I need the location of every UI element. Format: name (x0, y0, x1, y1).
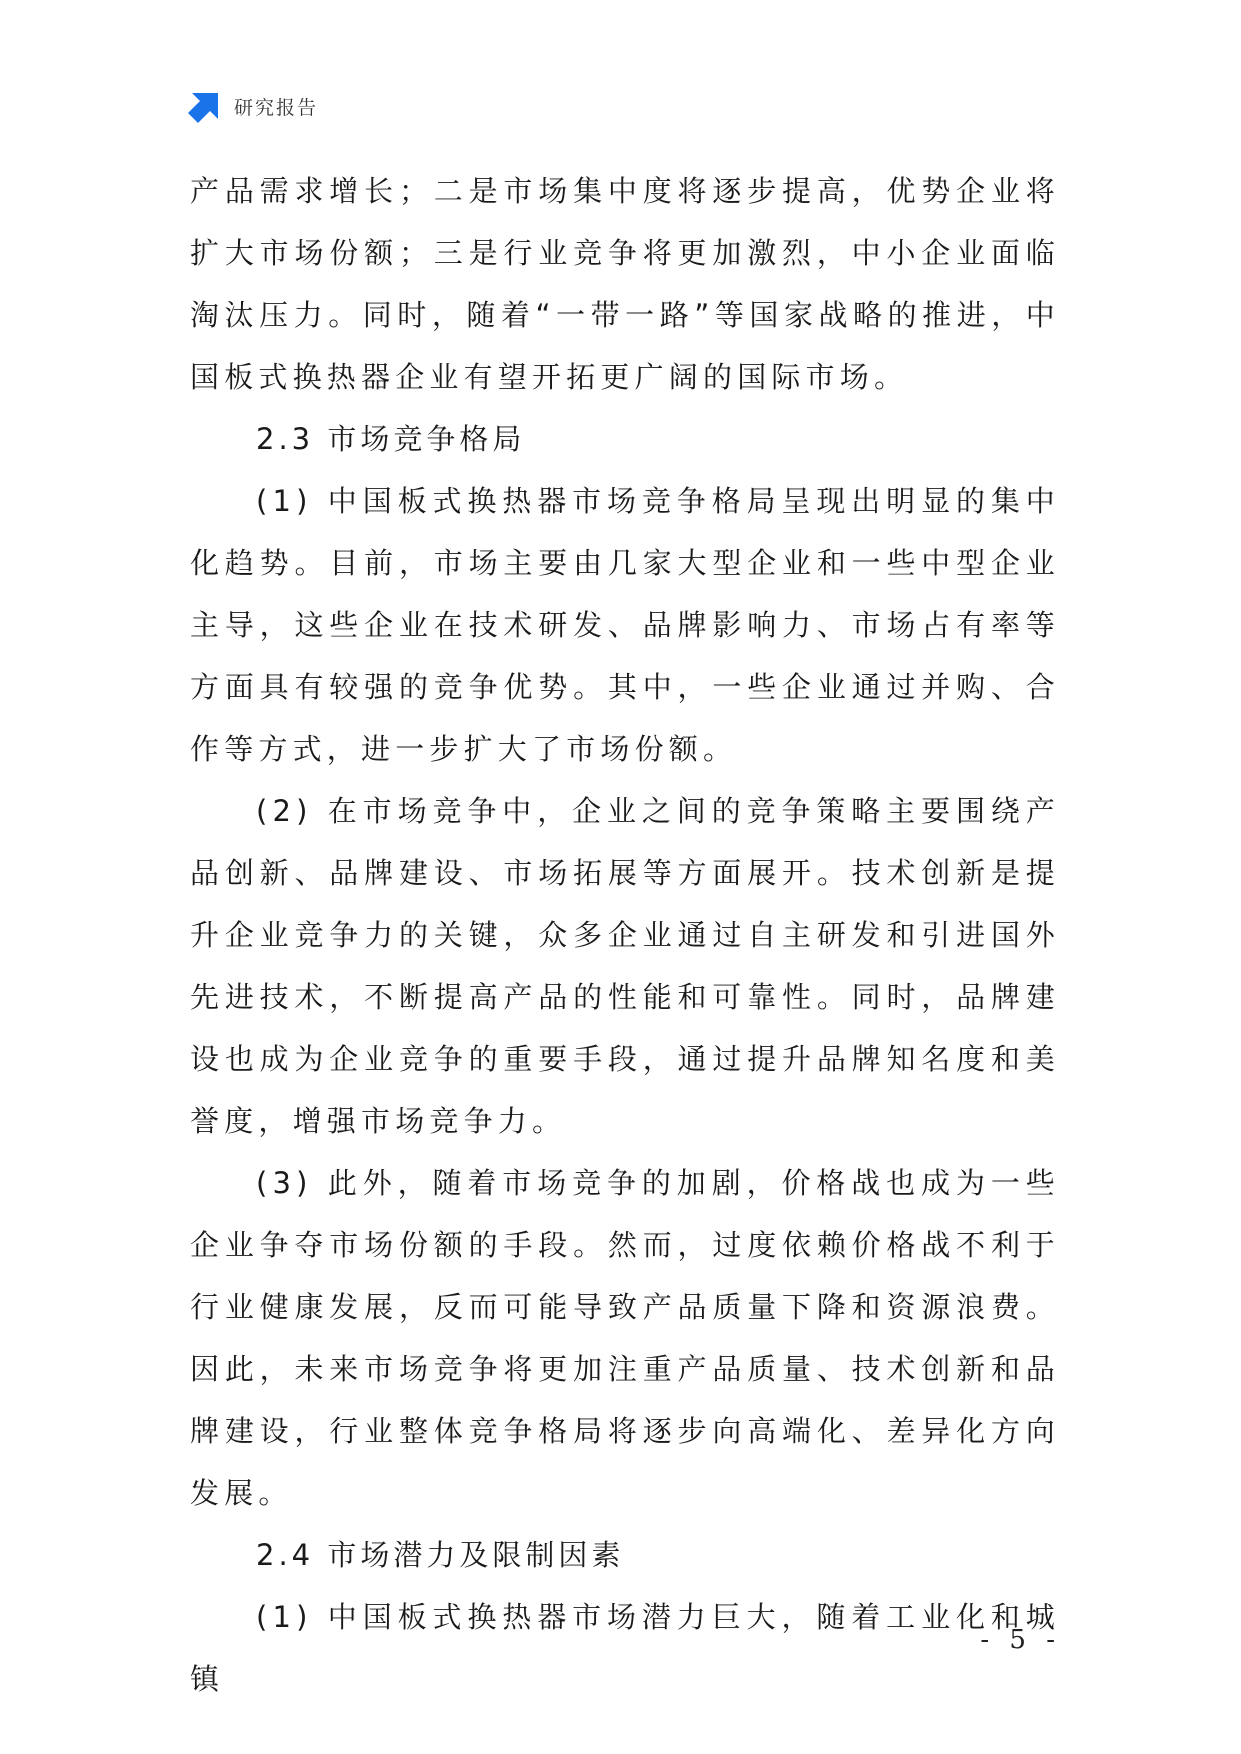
paragraph-item-1: (1) 中国板式换热器市场竞争格局呈现出明显的集中化趋势。目前，市场主要由几家大型企业和一些中型企业主导，这些企业在技术研发、品牌影响力、市场占有率等方面具有较强的竞争优势。其中，一些企业通过并购、合作等方式，进一步扩大了市场份额。 (190, 484, 1060, 766)
paragraph-item-2-4-1: (1) 中国板式换热器市场潜力巨大，随着工业化和城镇 (190, 1600, 1060, 1696)
section-heading-2-4: 2.4 市场潜力及限制因素 (256, 1538, 625, 1572)
page-number: - 5 - (980, 1625, 1061, 1655)
paragraph-continuation: 产品需求增长；二是市场集中度将逐步提高，优势企业将扩大市场份额；三是行业竞争将更加激烈，中小企业面临淘汰压力。同时，随着“一带一路”等国家战略的推进，中国板式换热器企业有望开拓更广阔的国际市场。 (190, 174, 1060, 394)
section-heading-2-3: 2.3 市场竞争格局 (256, 422, 526, 456)
arrow-up-right-icon (188, 89, 222, 123)
report-header (188, 88, 318, 124)
paragraph-item-3: (3) 此外，随着市场竞争的加剧，价格战也成为一些企业争夺市场份额的手段。然而，过度依赖价格战不利于行业健康发展，反而可能导致产品质量下降和资源浪费。因此，未来市场竞争将更加注重产品质量、技术创新和品牌建设，行业整体竞争格局将逐步向高端化、差异化方向发展。 (190, 1166, 1060, 1510)
header-title: 研究报告 (234, 96, 319, 119)
paragraph-item-2: (2) 在市场竞争中，企业之间的竞争策略主要围绕产品创新、品牌建设、市场拓展等方面展开。技术创新是提升企业竞争力的关键，众多企业通过自主研发和引进国外先进技术，不断提高产品的性能和可靠性。同时，品牌建设也成为企业竞争的重要手段，通过提升品牌知名度和美誉度，增强市场竞争力。 (190, 794, 1060, 1138)
document-body (190, 160, 1060, 1710)
